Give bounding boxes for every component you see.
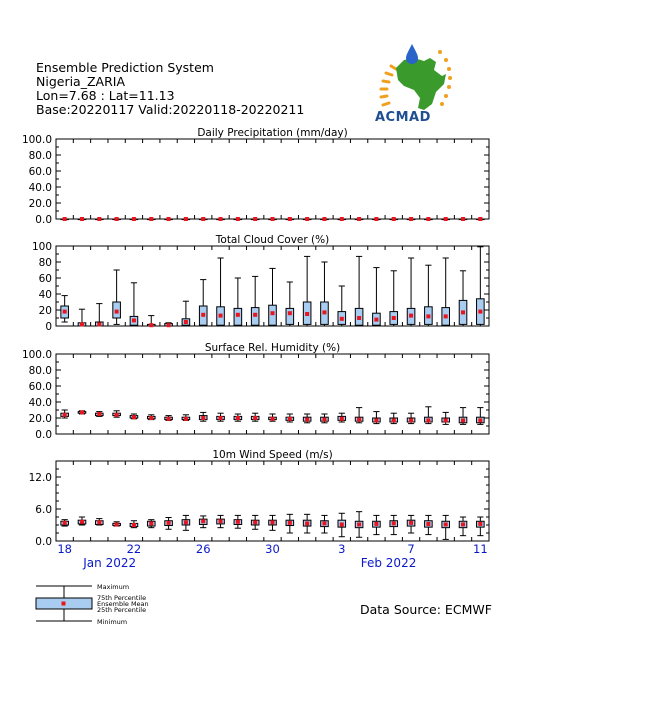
mean-marker — [444, 522, 448, 526]
y-tick-label: 12.0 — [28, 472, 52, 484]
logo-water-drop — [406, 44, 418, 64]
mean-marker — [305, 312, 309, 316]
box-day-14 — [286, 217, 294, 221]
box-day-15 — [303, 217, 311, 221]
mean-marker — [392, 217, 396, 221]
header-title: Ensemble Prediction System — [36, 60, 214, 75]
box-day-3 — [96, 304, 104, 327]
panel-title: Total Cloud Cover (%) — [215, 234, 330, 246]
y-tick-label: 60.0 — [28, 381, 52, 393]
box-day-7 — [165, 323, 173, 327]
legend — [36, 583, 149, 626]
box-day-2 — [78, 517, 86, 525]
mean-marker — [374, 318, 378, 322]
mean-marker — [80, 520, 84, 524]
box-day-2 — [78, 217, 86, 221]
header-location: Nigeria_ZARIA — [36, 74, 126, 89]
mean-marker — [236, 313, 240, 317]
box-day-3 — [96, 519, 104, 525]
mean-marker — [461, 310, 465, 314]
mean-marker — [97, 322, 101, 326]
box-day-20 — [390, 515, 398, 534]
mean-marker — [357, 522, 361, 526]
box-day-21 — [407, 413, 415, 423]
box-day-14 — [286, 414, 294, 422]
mean-marker — [149, 323, 153, 327]
box-day-17 — [338, 513, 346, 536]
mean-marker — [219, 519, 223, 523]
logo-text: ACMAD — [375, 110, 431, 125]
y-tick-label: 40.0 — [28, 182, 52, 194]
y-tick-label: 0.0 — [35, 536, 52, 548]
panel-title: Daily Precipitation (mm/day) — [197, 127, 348, 139]
box-day-21 — [407, 258, 415, 326]
mean-marker — [115, 413, 119, 417]
mean-marker — [115, 310, 119, 314]
box-day-22 — [425, 515, 433, 534]
box-day-15 — [303, 256, 311, 326]
mean-marker — [392, 521, 396, 525]
box-day-20 — [390, 217, 398, 221]
box-day-24 — [459, 271, 467, 326]
mean-marker — [132, 523, 136, 527]
mean-marker — [305, 521, 309, 525]
box-day-17 — [338, 413, 346, 422]
panel-4 — [29, 449, 489, 548]
legend-mean-marker — [62, 602, 66, 606]
box-day-25 — [477, 517, 485, 536]
box-day-2 — [78, 309, 86, 326]
mean-marker — [478, 522, 482, 526]
box-day-18 — [355, 217, 363, 221]
mean-marker — [97, 412, 101, 416]
box-day-11 — [234, 515, 242, 528]
mean-marker — [409, 217, 413, 221]
box-day-10 — [217, 413, 225, 421]
box-day-23 — [442, 515, 450, 539]
mean-marker — [184, 320, 188, 324]
box-day-12 — [251, 515, 259, 529]
mean-marker — [478, 310, 482, 314]
mean-marker — [374, 418, 378, 422]
box-day-7 — [165, 416, 173, 421]
mean-marker — [271, 520, 275, 524]
panel-3 — [22, 342, 489, 441]
mean-marker — [271, 417, 275, 421]
mean-marker — [478, 418, 482, 422]
x-tick-label: 18 — [57, 542, 72, 556]
y-tick-label: 0 — [45, 321, 52, 333]
box-day-18 — [355, 512, 363, 538]
mean-marker — [63, 217, 67, 221]
mean-marker — [219, 217, 223, 221]
x-month-label-jan: Jan 2022 — [83, 556, 137, 570]
y-tick-label: 40 — [38, 289, 52, 301]
y-tick-label: 100 — [31, 241, 52, 253]
mean-marker — [63, 413, 67, 417]
box-day-9 — [199, 280, 207, 326]
box-day-11 — [234, 414, 242, 421]
box-day-12 — [251, 413, 259, 421]
box-day-10 — [217, 217, 225, 221]
mean-marker — [132, 217, 136, 221]
panel-1 — [22, 127, 489, 226]
mean-marker — [167, 521, 171, 525]
box-day-22 — [425, 407, 433, 424]
mean-marker — [409, 521, 413, 525]
box-day-9 — [199, 516, 207, 528]
box-day-7 — [165, 518, 173, 530]
box-day-24 — [459, 217, 467, 221]
mean-marker — [357, 217, 361, 221]
box-day-10 — [217, 258, 225, 326]
box-day-17 — [338, 286, 346, 326]
box-day-21 — [407, 217, 415, 221]
mean-marker — [80, 410, 84, 414]
mean-marker — [201, 416, 205, 420]
y-tick-label: 80 — [38, 257, 52, 269]
mean-marker — [357, 418, 361, 422]
mean-marker — [340, 317, 344, 321]
box-day-11 — [234, 278, 242, 326]
x-tick-label: 11 — [473, 542, 488, 556]
box-day-4 — [113, 270, 121, 324]
africa-map-logo-icon — [375, 44, 452, 125]
box-day-14 — [286, 282, 294, 326]
mean-marker — [236, 520, 240, 524]
mean-marker — [288, 311, 292, 315]
box-day-8 — [182, 217, 190, 221]
header-coordinates: Lon=7.68 : Lat=11.13 — [36, 88, 175, 103]
mean-marker — [340, 522, 344, 526]
box-day-5 — [130, 283, 138, 326]
x-tick-label: 22 — [126, 542, 142, 556]
box-day-6 — [147, 520, 155, 528]
box-day-10 — [217, 515, 225, 527]
box-day-4 — [113, 522, 121, 527]
legend-label-mean: Ensemble Mean — [97, 600, 149, 608]
mean-marker — [374, 522, 378, 526]
mean-marker — [97, 520, 101, 524]
mean-marker — [340, 417, 344, 421]
mean-marker — [80, 322, 84, 326]
mean-marker — [149, 521, 153, 525]
mean-marker — [305, 217, 309, 221]
mean-marker — [478, 217, 482, 221]
mean-marker — [115, 522, 119, 526]
box-day-13 — [269, 217, 277, 221]
mean-marker — [184, 417, 188, 421]
box-day-8 — [182, 415, 190, 421]
mean-marker — [392, 418, 396, 422]
box-day-12 — [251, 217, 259, 221]
mean-marker — [149, 217, 153, 221]
box-day-16 — [321, 515, 329, 533]
mean-marker — [322, 217, 326, 221]
mean-marker — [409, 314, 413, 318]
y-tick-label: 6.0 — [35, 504, 52, 516]
box-day-19 — [373, 268, 381, 326]
box-day-22 — [425, 217, 433, 221]
mean-marker — [322, 521, 326, 525]
mean-marker — [219, 314, 223, 318]
box-day-4 — [113, 411, 121, 417]
mean-marker — [236, 416, 240, 420]
mean-marker — [444, 217, 448, 221]
mean-marker — [132, 318, 136, 322]
box-day-23 — [442, 217, 450, 221]
x-tick-label: 7 — [407, 542, 415, 556]
box-day-24 — [459, 517, 467, 536]
box-day-6 — [147, 415, 155, 420]
mean-marker — [322, 310, 326, 314]
mean-marker — [149, 416, 153, 420]
mean-marker — [288, 217, 292, 221]
box-day-9 — [199, 217, 207, 221]
panel-2 — [32, 234, 489, 333]
panel-title: Surface Rel. Humidity (%) — [204, 342, 341, 354]
mean-marker — [201, 217, 205, 221]
mean-marker — [271, 311, 275, 315]
box-day-6 — [147, 217, 155, 221]
mean-marker — [426, 314, 430, 318]
mean-marker — [167, 217, 171, 221]
mean-marker — [253, 217, 257, 221]
mean-marker — [236, 217, 240, 221]
mean-marker — [461, 418, 465, 422]
mean-marker — [288, 521, 292, 525]
box-day-22 — [425, 265, 433, 326]
y-tick-label: 0.0 — [35, 214, 52, 226]
x-tick-label: 3 — [338, 542, 346, 556]
box-day-13 — [269, 414, 277, 421]
mean-marker — [461, 217, 465, 221]
box-day-15 — [303, 514, 311, 533]
legend-label-minimum: Minimum — [97, 618, 128, 626]
panel-frame — [56, 354, 489, 434]
mean-marker — [184, 520, 188, 524]
box-day-21 — [407, 515, 415, 533]
box-day-25 — [477, 408, 485, 425]
mean-marker — [444, 314, 448, 318]
box-day-20 — [390, 413, 398, 423]
box-day-19 — [373, 412, 381, 424]
box-day-25 — [477, 247, 485, 326]
mean-marker — [374, 217, 378, 221]
y-tick-label: 100.0 — [21, 349, 52, 361]
mean-marker — [80, 217, 84, 221]
box-day-19 — [373, 217, 381, 221]
mean-marker — [305, 418, 309, 422]
mean-marker — [392, 316, 396, 320]
y-tick-label: 20 — [38, 305, 52, 317]
y-tick-label: 100.0 — [21, 134, 52, 146]
box-day-18 — [355, 256, 363, 326]
mean-marker — [444, 418, 448, 422]
data-source-label: Data Source: ECMWF — [360, 602, 492, 617]
mean-marker — [461, 522, 465, 526]
logo-sun-rays — [381, 66, 396, 105]
mean-marker — [63, 521, 67, 525]
chart-panels — [22, 127, 489, 548]
x-tick-label: 26 — [195, 542, 211, 556]
box-day-16 — [321, 217, 329, 221]
box-iqr — [286, 308, 294, 324]
mean-marker — [63, 310, 67, 314]
box-day-24 — [459, 408, 467, 425]
box-day-14 — [286, 514, 294, 533]
box-day-1 — [61, 520, 69, 526]
mean-marker — [201, 313, 205, 317]
box-day-1 — [61, 296, 69, 322]
box-day-23 — [442, 258, 450, 326]
mean-marker — [409, 418, 413, 422]
x-axis — [57, 542, 487, 570]
box-day-3 — [96, 217, 104, 221]
box-day-8 — [182, 301, 190, 326]
box-day-17 — [338, 217, 346, 221]
mean-marker — [167, 323, 171, 327]
mean-marker — [97, 217, 101, 221]
mean-marker — [288, 417, 292, 421]
mean-marker — [340, 217, 344, 221]
x-tick-label: 30 — [265, 542, 280, 556]
legend-label-25th: 25th Percentile — [97, 606, 147, 614]
mean-marker — [322, 418, 326, 422]
header-base-valid: Base:20220117 Valid:20220118-20220211 — [36, 102, 305, 117]
mean-marker — [253, 416, 257, 420]
box-day-16 — [321, 262, 329, 326]
legend-label-maximum: Maximum — [97, 583, 130, 591]
logo-africa-shape — [396, 58, 446, 110]
mean-marker — [115, 217, 119, 221]
mean-marker — [167, 417, 171, 421]
box-day-12 — [251, 276, 259, 326]
mean-marker — [426, 522, 430, 526]
mean-marker — [426, 418, 430, 422]
y-tick-label: 0.0 — [35, 429, 52, 441]
mean-marker — [253, 313, 257, 317]
mean-marker — [201, 519, 205, 523]
box-day-11 — [234, 217, 242, 221]
mean-marker — [253, 520, 257, 524]
mean-marker — [184, 217, 188, 221]
box-day-1 — [61, 410, 69, 418]
y-tick-label: 20.0 — [28, 198, 52, 210]
box-day-23 — [442, 412, 450, 424]
mean-marker — [132, 415, 136, 419]
mean-marker — [426, 217, 430, 221]
box-day-1 — [61, 217, 69, 221]
panel-title: 10m Wind Speed (m/s) — [212, 449, 333, 461]
mean-marker — [357, 316, 361, 320]
y-tick-label: 40.0 — [28, 397, 52, 409]
box-day-4 — [113, 217, 121, 221]
mean-marker — [219, 416, 223, 420]
y-tick-label: 20.0 — [28, 413, 52, 425]
box-day-13 — [269, 515, 277, 530]
box-day-5 — [130, 521, 138, 528]
box-day-8 — [182, 515, 190, 530]
box-day-5 — [130, 414, 138, 419]
x-month-label-feb: Feb 2022 — [360, 556, 417, 570]
box-day-16 — [321, 414, 329, 423]
panel-frame — [56, 139, 489, 219]
box-day-19 — [373, 515, 381, 534]
y-tick-label: 80.0 — [28, 365, 52, 377]
box-day-5 — [130, 217, 138, 221]
box-day-7 — [165, 217, 173, 221]
box-day-6 — [147, 316, 155, 328]
box-day-20 — [390, 271, 398, 326]
y-tick-label: 60.0 — [28, 166, 52, 178]
mean-marker — [271, 217, 275, 221]
box-day-18 — [355, 408, 363, 423]
y-tick-label: 80.0 — [28, 150, 52, 162]
box-day-13 — [269, 268, 277, 326]
box-day-3 — [96, 412, 104, 417]
legend-label-75th: 75th Percentile — [97, 594, 147, 602]
box-day-25 — [477, 217, 485, 221]
box-day-15 — [303, 414, 311, 423]
box-day-9 — [199, 412, 207, 421]
y-tick-label: 60 — [38, 273, 52, 285]
box-day-2 — [78, 410, 86, 414]
